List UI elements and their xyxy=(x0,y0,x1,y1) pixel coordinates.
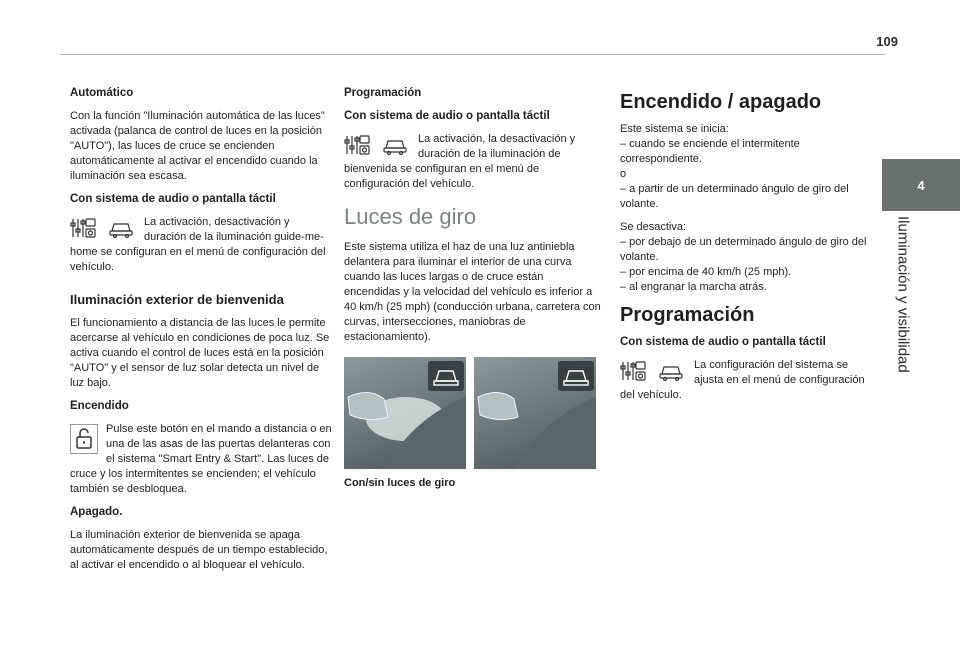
audio-heading: Con sistema de audio o pantalla táctil xyxy=(70,193,276,205)
on-block xyxy=(70,422,332,505)
off-heading: Apagado. xyxy=(70,506,123,518)
stop-line: – al engranar la marcha atrás. xyxy=(620,281,767,293)
turn-heading: Luces de giro xyxy=(344,204,477,229)
column-right xyxy=(620,86,878,411)
auto-text: Con la función "Iluminación automática de las luces" activada (palanca de control de luces en la posición "AUTO"), las luces de cruce se encienden automáticamente al activar el encendido cuando la iluminación sea escasa. xyxy=(70,110,325,182)
car-icon xyxy=(108,217,134,239)
unlock-icon xyxy=(70,424,98,454)
settings-sliders-icon xyxy=(620,360,646,382)
audio-text-3: La configuración del sistema se ajusta en el menú de configuración del vehículo. xyxy=(620,359,865,401)
prog-heading-3: Programación xyxy=(620,304,755,326)
photo-without-turn-light xyxy=(474,357,596,469)
welcome-heading: Iluminación exterior de bienvenida xyxy=(70,292,284,307)
turn-photos xyxy=(344,357,602,469)
stop-conditions xyxy=(620,220,878,295)
off-text: La iluminación exterior de bienvenida se apaga automáticamente después de un tiempo establecido, al activar el encendido o al bloquear el vehículo. xyxy=(70,529,328,571)
car-icon xyxy=(658,360,684,382)
photo-caption: Con/sin luces de giro xyxy=(344,477,456,489)
on-text: Pulse este botón en el mando a distancia o en una de las asas de las puertas delanteras con el sistema "Smart Entry & Start". Las luces de cruce y los intermitentes se encienden; el vehículo también se desbloquea. xyxy=(70,423,332,495)
column-middle xyxy=(344,86,602,489)
page-number: 109 xyxy=(876,34,898,49)
settings-sliders-icon xyxy=(70,217,96,239)
audio-text: La activación, desactivación y duración de la iluminación guide-me-home se configuran en el menú de configuración del vehículo. xyxy=(70,216,326,273)
audio-block-3 xyxy=(620,358,878,411)
photo-with-turn-light xyxy=(344,357,466,469)
stop-line: – por debajo de un determinado ángulo de giro del volante. xyxy=(620,236,867,263)
turn-text: Este sistema utiliza el haz de una luz antiniebla delantera para iluminar el interior de una curva cuando las luces largas o de cruce están encendidas y la velocidad del vehículo es inferior a 40 km/h (25 mph) (conducción urbana, carretera con curvas, intersecciones, maniobras de estacionamiento). xyxy=(344,241,601,343)
welcome-text: El funcionamiento a distancia de las luces le permite acercarse al vehículo en condiciones de poca luz. Se activa cuando el control de luces está en la posición "AUTO" y el sensor de luz solar detecta un nivel de luz bajo. xyxy=(70,317,330,389)
start-line: Este sistema se inicia: xyxy=(620,123,729,135)
audio-heading-2: Con sistema de audio o pantalla táctil xyxy=(344,110,550,122)
onoff-heading: Encendido / apagado xyxy=(620,91,822,113)
audio-heading-3: Con sistema de audio o pantalla táctil xyxy=(620,336,826,348)
start-conditions xyxy=(620,122,878,212)
stop-line: Se desactiva: xyxy=(620,221,687,233)
audio-block-2 xyxy=(344,132,602,200)
chapter-title: Iluminación y visibilidad xyxy=(894,216,912,373)
start-line: – cuando se enciende el intermitente correspondiente. xyxy=(620,138,800,165)
chapter-tab[interactable]: 4 xyxy=(882,159,960,211)
header-rule xyxy=(60,54,885,55)
stop-line: – por encima de 40 km/h (25 mph). xyxy=(620,266,792,278)
prog-heading: Programación xyxy=(344,87,422,99)
start-line: o xyxy=(620,168,627,180)
start-line: – a partir de un determinado ángulo de giro del volante. xyxy=(620,183,849,210)
audio-text-2: La activación, la desactivación y duración de la iluminación de bienvenida se configuran en el menú de configuración del vehículo. xyxy=(344,133,576,190)
auto-heading: Automático xyxy=(70,87,134,99)
column-left xyxy=(70,86,332,581)
on-heading: Encendido xyxy=(70,400,129,412)
car-icon xyxy=(382,134,408,156)
audio-block xyxy=(70,215,332,283)
settings-sliders-icon xyxy=(344,134,370,156)
